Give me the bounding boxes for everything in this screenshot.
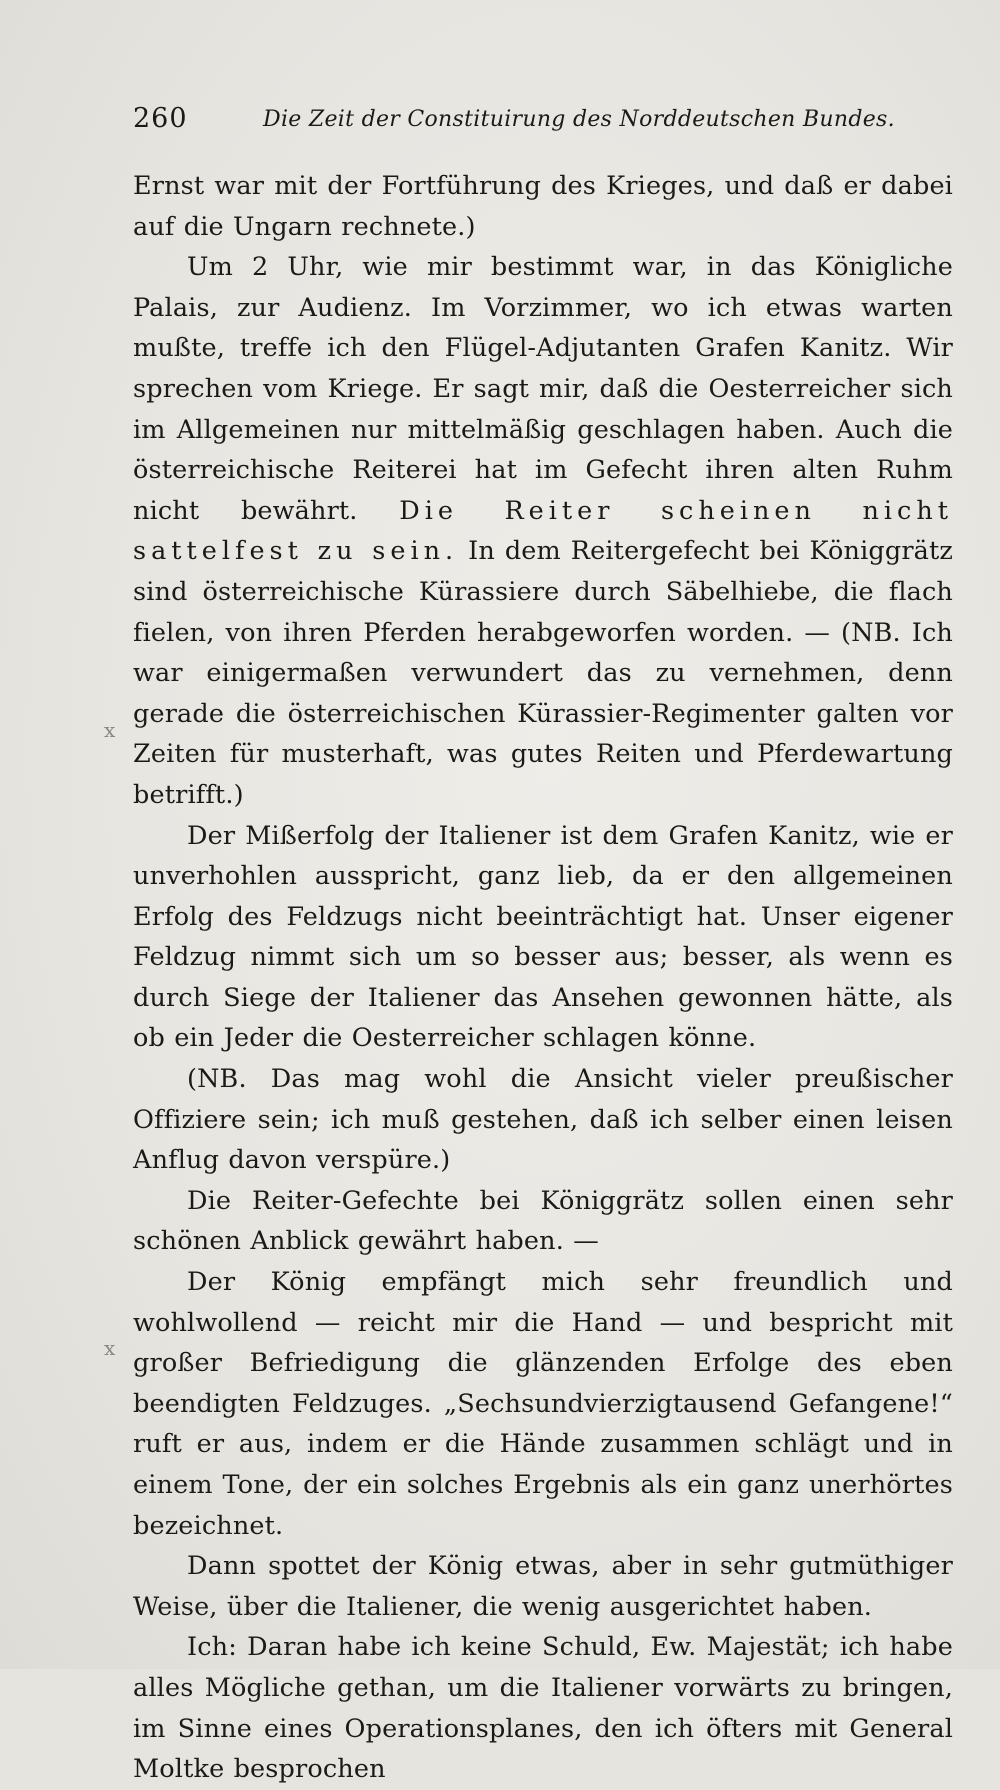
paragraph (133, 1546, 953, 1627)
running-title: Die Zeit der Constituirung des Norddeutschen Bundes. (263, 107, 895, 132)
spaced-emphasis-text: Die Reiter scheinen nicht sattelfest zu sein. (133, 495, 953, 567)
paragraph (133, 1059, 953, 1181)
pencil-margin-mark: x (104, 1336, 116, 1360)
page-header (133, 103, 947, 143)
paragraph-text: Dann spottet der König etwas, aber in sehr gutmüthiger Weise, über die Italiener, die wenig ausgerichtet haben. (133, 1551, 953, 1622)
paragraph-text: Ich: Daran habe ich keine Schuld, Ew. Majestät; ich habe alles Mögliche gethan, um die Italiener vorwärts zu bringen, im Sinne eines Operationsplanes, den ich öfters mit General Moltke besprochen (133, 1632, 953, 1785)
paragraph-text: In dem Reitergefecht bei Königgrätz sind österreichische Kürassiere durch Säbelhiebe, die flach fielen, von ihren Pferden herabgeworfen worden. — (NB. Ich war einigermaßen verwundert das zu vernehmen, denn gerade die österreichischen Kürassier-Regimenter galten vor Zeiten für musterhaft, was gutes Reiten und Pferdewartung betrifft.) (133, 536, 953, 810)
paragraph-text: Um 2 Uhr, wie mir bestimmt war, in das Königliche Palais, zur Audienz. Im Vorzimmer, wo ich etwas warten mußte, treffe ich den Flügel-Adjutanten Grafen Kanitz. Wir sprechen vom Kriege. Er sagt mir, daß die Oesterreicher sich im Allgemeinen nur mittelmäßig geschlagen haben. Auch die österreichische Reiterei hat im Gefecht ihren alten Ruhm nicht bewährt. (133, 252, 953, 526)
paragraph (133, 1262, 953, 1546)
paragraph-text: Der Mißerfolg der Italiener ist dem Grafen Kanitz, wie er unverhohlen ausspricht, ganz lieb, da er den allgemeinen Erfolg des Feldzugs nicht beeinträchtigt hat. Unser eigener Feldzug nimmt sich um so besser aus; besser, als wenn es durch Siege der Italiener das Ansehen gewonnen hätte, als ob ein Jeder die Oesterreicher schlagen könne. (133, 820, 953, 1054)
paragraph (133, 816, 953, 1060)
paragraph (133, 1627, 953, 1789)
paragraph-text: Ernst war mit der Fortführung des Krieges, und daß er dabei auf die Ungarn rechnete.) (133, 171, 953, 242)
paragraph-text: Der König empfängt mich sehr freundlich und wohlwollend — reicht mir die Hand — und bespricht mit großer Befriedigung die glänzenden Erfolge des eben beendigten Feldzuges. „Sechsundvierzigtausend Gefangene!“ ruft er aus, indem er die Hände zusammen schlägt und in einem Tone, der ein solches Ergebnis als ein ganz unerhörtes bezeichnet. (133, 1267, 953, 1541)
paragraph (133, 247, 953, 815)
paragraph-text: (NB. Das mag wohl die Ansicht vieler preußischer Offiziere sein; ich muß gestehen, daß ich selber einen leisen Anflug davon verspüre.) (133, 1064, 953, 1176)
paragraph-text: Die Reiter-Gefechte bei Königgrätz sollen einen sehr schönen Anblick gewährt haben. — (133, 1185, 953, 1257)
body-text (133, 166, 953, 1790)
paragraph (133, 1181, 953, 1262)
paragraph (133, 166, 953, 247)
pencil-margin-mark: x (104, 718, 116, 742)
page-number: 260 (133, 103, 188, 134)
